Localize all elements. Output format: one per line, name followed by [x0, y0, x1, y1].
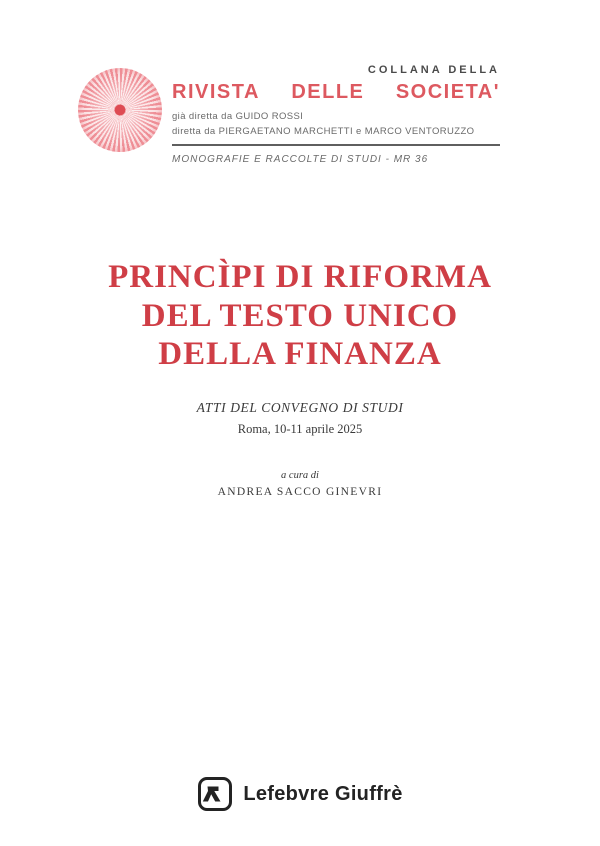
subtitle-block — [0, 400, 600, 437]
book-title-line: DELLA FINANZA — [158, 336, 442, 372]
series-header — [172, 64, 500, 165]
publisher-block — [0, 776, 600, 812]
editor-name: ANDREA SACCO GINEVRI — [217, 486, 383, 498]
editor-block — [0, 470, 600, 498]
book-title-line: DEL TESTO UNICO — [141, 297, 459, 334]
former-direction-line: già diretta da GUIDO ROSSI — [172, 111, 304, 122]
publisher-name: Lefebvre Giuffrè — [243, 782, 403, 805]
editor-prefix: a cura di — [281, 470, 319, 481]
subtitle-kind: ATTI DEL CONVEGNO DI STUDI — [196, 400, 404, 415]
current-direction-line: diretta da PIERGAETANO MARCHETTI e MARCO VENTORUZZO — [172, 125, 475, 137]
journal-word: DELLE — [291, 81, 365, 103]
book-title — [0, 258, 600, 374]
subtitle-event: Roma, 10-11 aprile 2025 — [237, 422, 363, 436]
journal-word: SOCIETA' — [395, 81, 500, 103]
journal-word: RIVISTA — [172, 81, 260, 103]
series-label: MONOGRAFIE E RACCOLTE DI STUDI - MR 36 — [172, 154, 429, 165]
rosette-logo-icon — [78, 68, 162, 152]
book-title-line: PRINCÌPI DI RIFORMA — [108, 259, 492, 295]
journal-title — [172, 81, 500, 104]
header-divider — [172, 144, 500, 146]
publisher-mark-icon — [197, 776, 233, 812]
collana-label: COLLANA DELLA — [367, 64, 500, 76]
